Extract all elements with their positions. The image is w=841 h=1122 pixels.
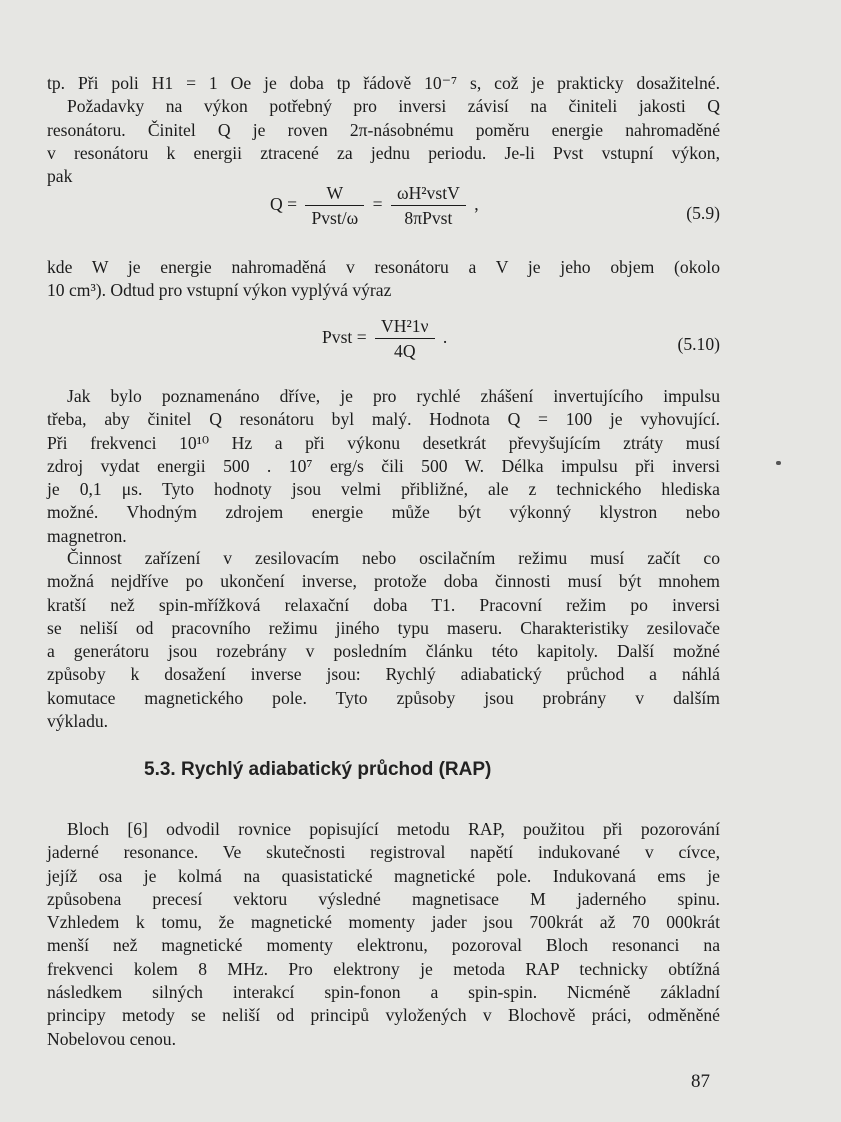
text-line: je 0,1 μs. Tyto hodnoty jsou velmi přibližné, ale z technického hlediska	[47, 479, 720, 500]
equation-punctuation: .	[442, 327, 448, 348]
text-line: jaderné resonance. Ve skutečnosti registroval napětí indukované v cívce,	[47, 842, 720, 863]
text-line: a generátoru jsou rozebrány v posledním článku této kapitoly. Další možné	[47, 641, 720, 662]
text-line: způsoby k dosažení inverse jsou: Rychlý adiabatický průchod a náhlá	[47, 664, 720, 685]
equation-5-10	[322, 316, 447, 362]
text-line: zdroj vydat energii 500 . 10⁷ erg/s čili 500 W. Délka impulsu při inversi	[47, 455, 720, 476]
fraction-denominator: 8πPvst	[404, 208, 453, 228]
equation-punctuation: ,	[474, 194, 479, 215]
text-line: následkem silných interakcí spin-fonon a spin-spin. Nicméně základní	[47, 982, 720, 1003]
text-line: 10 cm³). Odtud pro vstupní výkon vyplývá výraz	[47, 280, 392, 301]
equation-lhs: Q =	[270, 194, 298, 215]
text-line: magnetron.	[47, 525, 127, 546]
fraction	[391, 183, 466, 229]
fraction-denominator: Pvst/ω	[311, 208, 359, 228]
fraction-numerator: ωH²vstV	[391, 183, 466, 206]
equation-lhs: Pvst =	[322, 327, 367, 348]
section-heading: 5.3. Rychlý adiabatický průchod (RAP)	[144, 759, 492, 780]
text-line: Požadavky na výkon potřebný pro inversi závisí na činiteli jakosti Q	[67, 96, 720, 117]
equation-5-9	[270, 183, 479, 229]
text-line: se neliší od pracovního režimu jiného typu maseru. Charakteristiky zesilovače	[47, 617, 720, 638]
text-line: principy metody se neliší od principů vyložených v Blochově práci, odměněné	[47, 1005, 720, 1026]
text-line: Jak bylo poznamenáno dříve, je pro rychlé zhášení invertujícího impulsu	[67, 386, 720, 406]
text-line: Bloch [6] odvodil rovnice popisující metodu RAP, použitou při pozorování	[67, 819, 720, 839]
equals-sign: =	[372, 194, 383, 215]
text-line: způsobena precesí vektoru výsledné magnetisace M jaderného spinu.	[47, 888, 720, 909]
text-line: kratší než spin-mřížková relaxační doba T1. Pracovní režim po inversi	[47, 594, 720, 615]
text-line: Nobelovou cenou.	[47, 1028, 176, 1049]
equation-number: (5.9)	[686, 203, 720, 223]
text-line: pak	[47, 166, 73, 187]
text-line: resonátoru. Činitel Q je roven 2π-násobnému poměru energie nahromaděné	[47, 119, 720, 140]
text-line: tp. Při poli H1 = 1 Oe je doba tp řádově 10⁻⁷ s, což je prakticky dosažitelné.	[47, 73, 720, 93]
paragraph-2	[47, 256, 720, 303]
text-line: menší než magnetické momenty elektronu, pozoroval Bloch resonanci na	[47, 935, 720, 956]
paragraph-5	[47, 818, 720, 1051]
text-line: Vzhledem k tomu, že magnetické momenty jader jsou 700krát až 70 000krát	[47, 912, 720, 933]
scan-speck	[776, 461, 781, 465]
text-line: kde W je energie nahromaděná v resonátoru a V je jeho objem (okolo	[47, 257, 720, 277]
fraction-denominator: 4Q	[394, 341, 416, 361]
equation-number: (5.10)	[677, 334, 720, 354]
text-line: frekvenci kolem 8 MHz. Pro elektrony je metoda RAP technicky obtížná	[47, 958, 720, 979]
paragraph-1	[47, 72, 720, 188]
text-line: možné. Vhodným zdrojem energie může být výkonný klystron nebo	[47, 502, 720, 523]
text-line: komutace magnetického pole. Tyto způsoby jsou probrány v dalším	[47, 687, 720, 708]
fraction	[375, 316, 434, 362]
text-line: v resonátoru k energii ztracené za jednu periodu. Je-li Pvst vstupní výkon,	[47, 142, 720, 163]
page-number: 87	[691, 1071, 710, 1092]
text-line: jejíž osa je kolmá na quasistatické magnetické pole. Indukovaná ems je	[47, 865, 720, 886]
fraction	[305, 183, 364, 229]
fraction-numerator: W	[305, 183, 364, 206]
text-line: třeba, aby činitel Q resonátoru byl malý. Hodnota Q = 100 je vyhovující.	[47, 409, 720, 430]
text-line: Při frekvenci 10¹⁰ Hz a při výkonu desetkrát převyšujícím ztráty musí	[47, 432, 720, 453]
paragraph-4	[47, 547, 720, 733]
fraction-numerator: VH²1ν	[375, 316, 434, 339]
text-line: možná nejdříve po ukončení inverse, protože doba činnosti musí být mnohem	[47, 571, 720, 592]
text-line: Činnost zařízení v zesilovacím nebo oscilačním režimu musí začít co	[67, 548, 720, 568]
paragraph-3	[47, 385, 720, 548]
text-line: výkladu.	[47, 711, 109, 732]
